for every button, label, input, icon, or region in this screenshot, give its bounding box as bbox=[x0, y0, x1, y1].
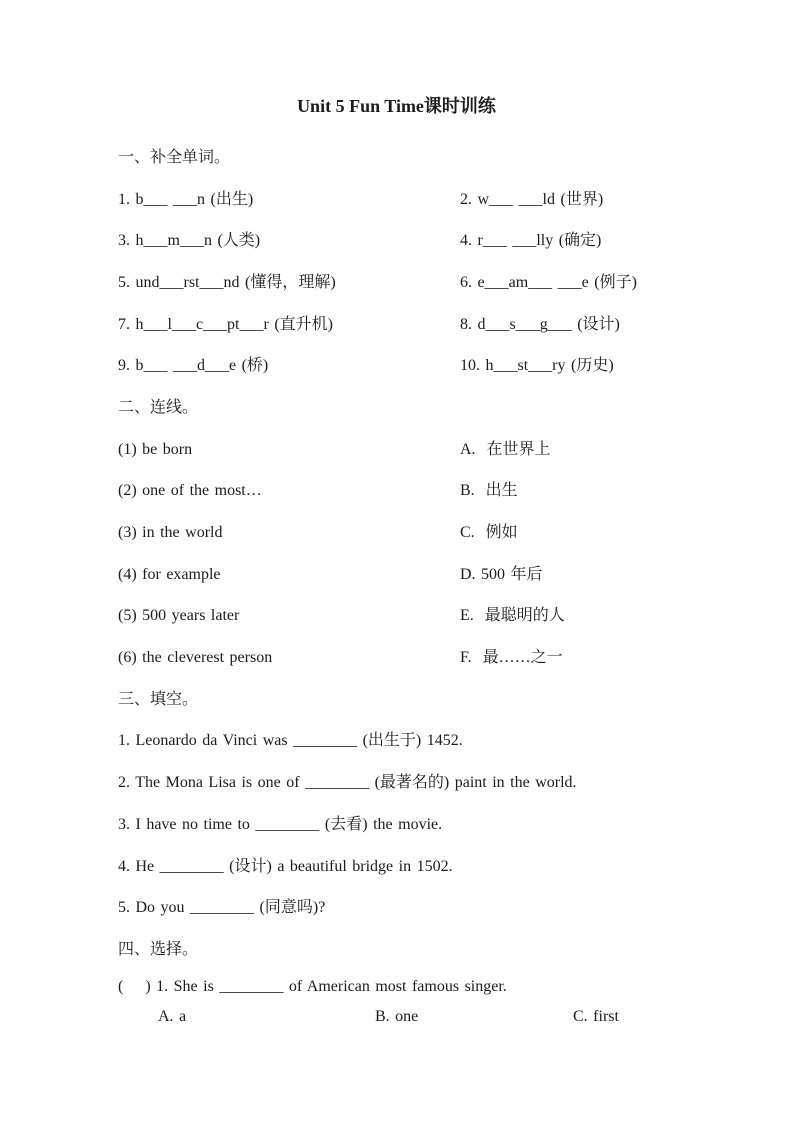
section1-heading-row bbox=[118, 137, 763, 179]
section-heading: 一、补全单词。 bbox=[118, 148, 231, 166]
match-row bbox=[118, 429, 763, 471]
word-row bbox=[118, 220, 763, 262]
match-left-item: (3) in the world bbox=[118, 524, 223, 542]
section-heading: 二、连线。 bbox=[118, 398, 199, 416]
fill-row bbox=[118, 887, 763, 929]
word-row bbox=[118, 345, 763, 387]
choice-option-a: A. a bbox=[158, 1007, 187, 1025]
word-item: 4. r___ ___lly (确定) bbox=[460, 232, 602, 250]
section-heading: 三、填空。 bbox=[118, 690, 199, 708]
match-left-item: (4) for example bbox=[118, 565, 221, 583]
match-right-item: B. 出生 bbox=[460, 482, 518, 500]
fill-item: 3. I have no time to ________ (去看) the movie. bbox=[118, 815, 443, 833]
section-heading: 四、选择。 bbox=[118, 940, 199, 958]
fill-row bbox=[118, 721, 763, 763]
match-right-item: E. 最聪明的人 bbox=[460, 607, 565, 625]
section4-heading-row bbox=[118, 929, 763, 971]
word-row bbox=[118, 179, 763, 221]
word-item: 6. e___am___ ___e (例子) bbox=[460, 273, 637, 291]
word-item: 2. w___ ___ld (世界) bbox=[460, 190, 604, 208]
choice-option-b: B. one bbox=[375, 1007, 419, 1025]
word-item: 1. b___ ___n (出生) bbox=[118, 190, 254, 208]
page-title: Unit 5 Fun Time课时训练 bbox=[297, 96, 496, 116]
word-item: 10. h___st___ry (历史) bbox=[460, 357, 614, 375]
word-item: 3. h___m___n (人类) bbox=[118, 232, 261, 250]
match-left-item: (2) one of the most… bbox=[118, 482, 262, 500]
match-left-item: (1) be born bbox=[118, 440, 193, 458]
fill-row bbox=[118, 804, 763, 846]
choice-option-c: C. first bbox=[573, 1007, 619, 1025]
match-row bbox=[118, 596, 763, 638]
match-row bbox=[118, 471, 763, 513]
word-item: 9. b___ ___d___e (桥) bbox=[118, 357, 269, 375]
match-right-item: C. 例如 bbox=[460, 524, 518, 542]
match-row bbox=[118, 554, 763, 596]
fill-row bbox=[118, 762, 763, 804]
section2-heading-row bbox=[118, 387, 763, 429]
match-right-item: F. 最……之一 bbox=[460, 649, 563, 667]
match-row bbox=[118, 512, 763, 554]
match-left-item: (6) the cleverest person bbox=[118, 649, 273, 667]
fill-row bbox=[118, 846, 763, 888]
word-item: 5. und___rst___nd (懂得，理解) bbox=[118, 273, 336, 291]
section3-heading-row bbox=[118, 679, 763, 721]
fill-item: 1. Leonardo da Vinci was ________ (出生于) 1452. bbox=[118, 732, 463, 750]
word-item: 7. h___l___c___pt___r (直升机) bbox=[118, 315, 333, 333]
choice-question: ( ) 1. She is ________ of American most famous singer. bbox=[118, 977, 507, 995]
worksheet-content bbox=[118, 137, 763, 1031]
word-row bbox=[118, 304, 763, 346]
match-right-item: A. 在世界上 bbox=[460, 440, 551, 458]
choice-options-row bbox=[118, 1003, 763, 1031]
word-item: 8. d___s___g___ (设计) bbox=[460, 315, 620, 333]
fill-item: 5. Do you ________ (同意吗)? bbox=[118, 899, 326, 917]
fill-item: 2. The Mona Lisa is one of ________ (最著名的) paint in the world. bbox=[118, 774, 577, 792]
match-left-item: (5) 500 years later bbox=[118, 607, 240, 625]
choice-question-row bbox=[118, 971, 763, 1003]
match-right-item: D. 500 年后 bbox=[460, 565, 543, 583]
word-row bbox=[118, 262, 763, 304]
match-row bbox=[118, 637, 763, 679]
fill-item: 4. He ________ (设计) a beautiful bridge in 1502. bbox=[118, 857, 453, 875]
